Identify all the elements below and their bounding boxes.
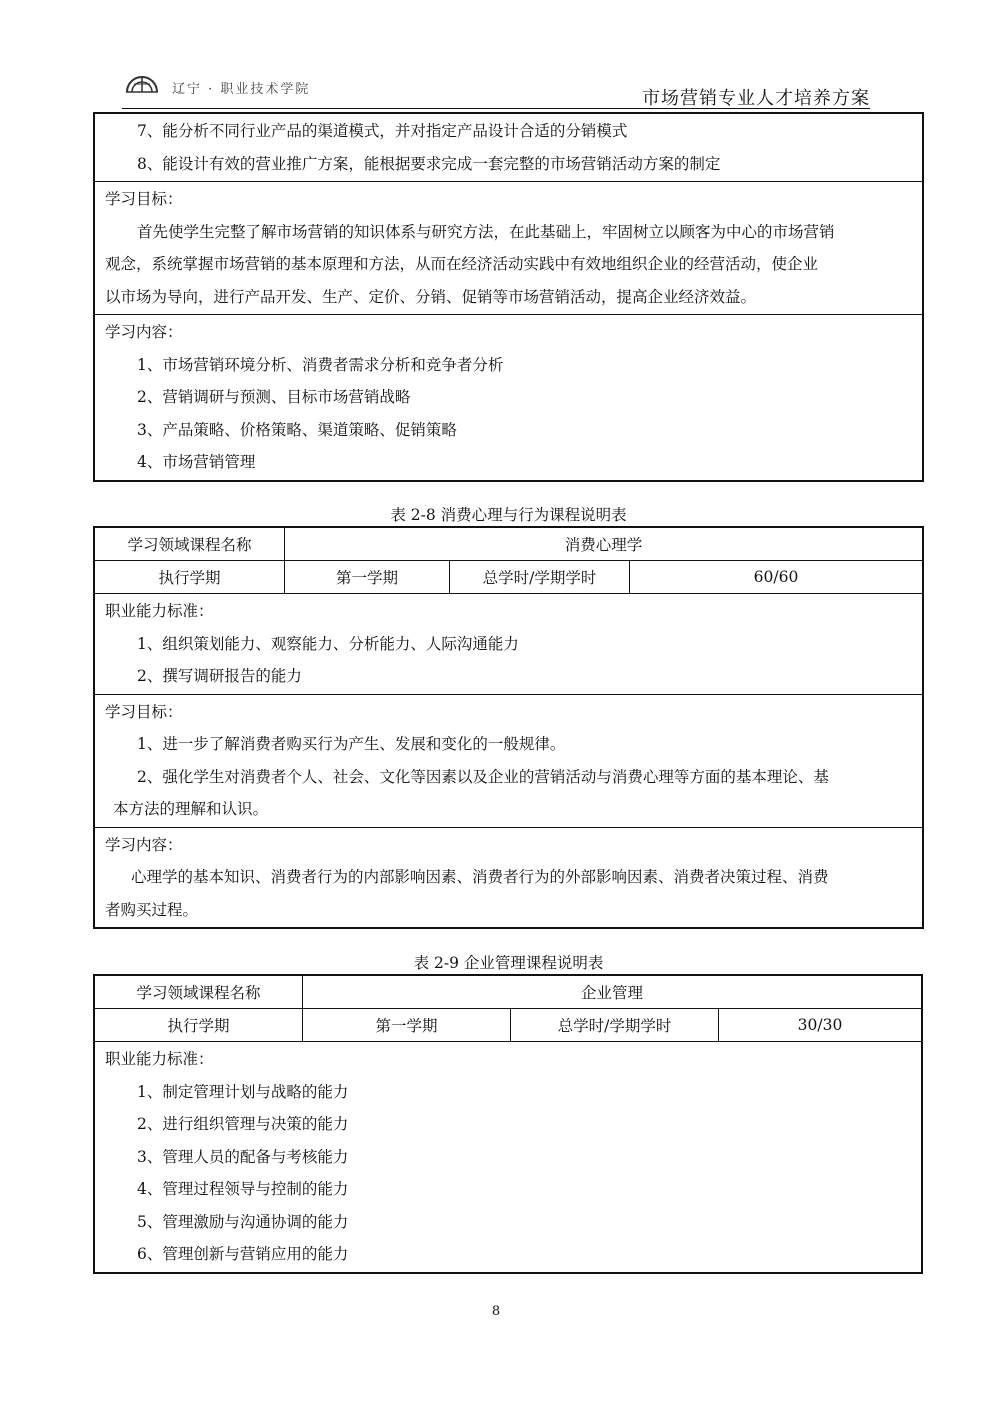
school-logo-icon [124,72,160,94]
table-caption: 表 2-9 企业管理课程说明表 [413,954,604,972]
ability-label: 职业能力标准： [105,1050,214,1068]
course-name-row [95,528,922,560]
ability-cell [95,114,922,181]
enterprise-management-course-table [93,974,923,1274]
term-hours-row [95,560,922,593]
school-name: 辽宁 · 职业技术学院 [172,82,311,97]
document-title: 市场营销专业人才培养方案 [642,88,870,109]
course-name-label: 学习领域课程名称 [127,536,252,554]
learning-content-line: 者购买过程。 [105,900,199,919]
learning-content-item: 2、营销调研与预测、目标市场营销战略 [137,388,411,406]
hours-label: 总学时/学期学时 [510,1009,718,1041]
course-name-label: 学习领域课程名称 [136,984,261,1002]
learning-content-item: 3、产品策略、价格策略、渠道策略、促销策略 [137,420,457,439]
learning-goal-line: 首先使学生完整了解市场营销的知识体系与研究方法，在此基础上，牢固树立以顾客为中心的市场营销 [137,222,835,241]
header-rule [122,108,870,109]
ability-cell [95,1041,921,1272]
course-name-value: 消费心理学 [284,528,922,560]
ability-item: 5、管理激励与沟通协调的能力 [137,1212,349,1231]
course-name-value: 企业管理 [302,976,921,1008]
ability-item: 2、撰写调研报告的能力 [137,667,302,685]
ability-cell [95,593,922,694]
course-name-row [95,976,921,1008]
page-header [122,68,870,110]
ability-item: 2、进行组织管理与决策的能力 [137,1115,349,1133]
term-value: 第一学期 [284,561,449,593]
hours-value: 30/30 [718,1009,921,1041]
table-caption: 表 2-8 消费心理与行为课程说明表 [390,506,627,524]
learning-content-item: 4、市场营销管理 [137,453,256,471]
learning-content-label: 学习内容： [105,835,183,854]
ability-item: 6、管理创新与营销应用的能力 [137,1245,349,1263]
ability-label: 职业能力标准： [105,602,214,620]
term-hours-row [95,1008,921,1041]
learning-content-cell [95,314,922,480]
learning-goal-line: 以市场为导向，进行产品开发、生产、定价、分销、促销等市场营销活动，提高企业经济效益。 [105,287,757,306]
ability-item: 3、管理人员的配备与考核能力 [137,1147,349,1166]
ability-item: 1、组织策划能力、观察能力、分析能力、人际沟通能力 [137,634,519,653]
learning-content-item: 1、市场营销环境分析、消费者需求分析和竞争者分析 [137,355,504,374]
page-number: 8 [491,1304,501,1319]
ability-item: 1、制定管理计划与战略的能力 [137,1082,349,1101]
learning-goal-line: 观念，系统掌握市场营销的基本原理和方法，从而在经济活动实践中有效地组织企业的经营活动，使企业 [105,255,819,273]
learning-goal-label: 学习目标： [105,190,183,208]
ability-item: 8、能设计有效的营业推广方案，能根据要求完成一套完整的市场营销活动方案的制定 [137,154,721,173]
learning-goal-line: 2、强化学生对消费者个人、社会、文化等因素以及企业的营销活动与消费心理等方面的基本理论、基 [137,767,829,786]
term-label: 执行学期 [167,1017,230,1035]
ability-item: 7、能分析不同行业产品的渠道模式，并对指定产品设计合适的分销模式 [137,122,628,140]
learning-content-label: 学习内容： [105,323,183,341]
hours-label: 总学时/学期学时 [449,561,629,593]
term-label: 执行学期 [158,569,221,587]
previous-course-table-continuation [93,112,924,482]
learning-content-cell [95,827,922,928]
ability-item: 4、管理过程领导与控制的能力 [137,1180,349,1198]
learning-goal-cell [95,181,922,314]
learning-goal-line: 1、进一步了解消费者购买行为产生、发展和变化的一般规律。 [137,735,566,753]
consumer-psychology-course-table [93,526,924,929]
term-value: 第一学期 [302,1009,510,1041]
learning-goal-label: 学习目标： [105,702,183,721]
hours-value: 60/60 [629,561,922,593]
learning-goal-line: 本方法的理解和认识。 [113,800,269,818]
learning-content-line: 心理学的基本知识、消费者行为的内部影响因素、消费者行为的外部影响因素、消费者决策过程、消费 [131,868,829,886]
learning-goal-cell [95,694,922,827]
